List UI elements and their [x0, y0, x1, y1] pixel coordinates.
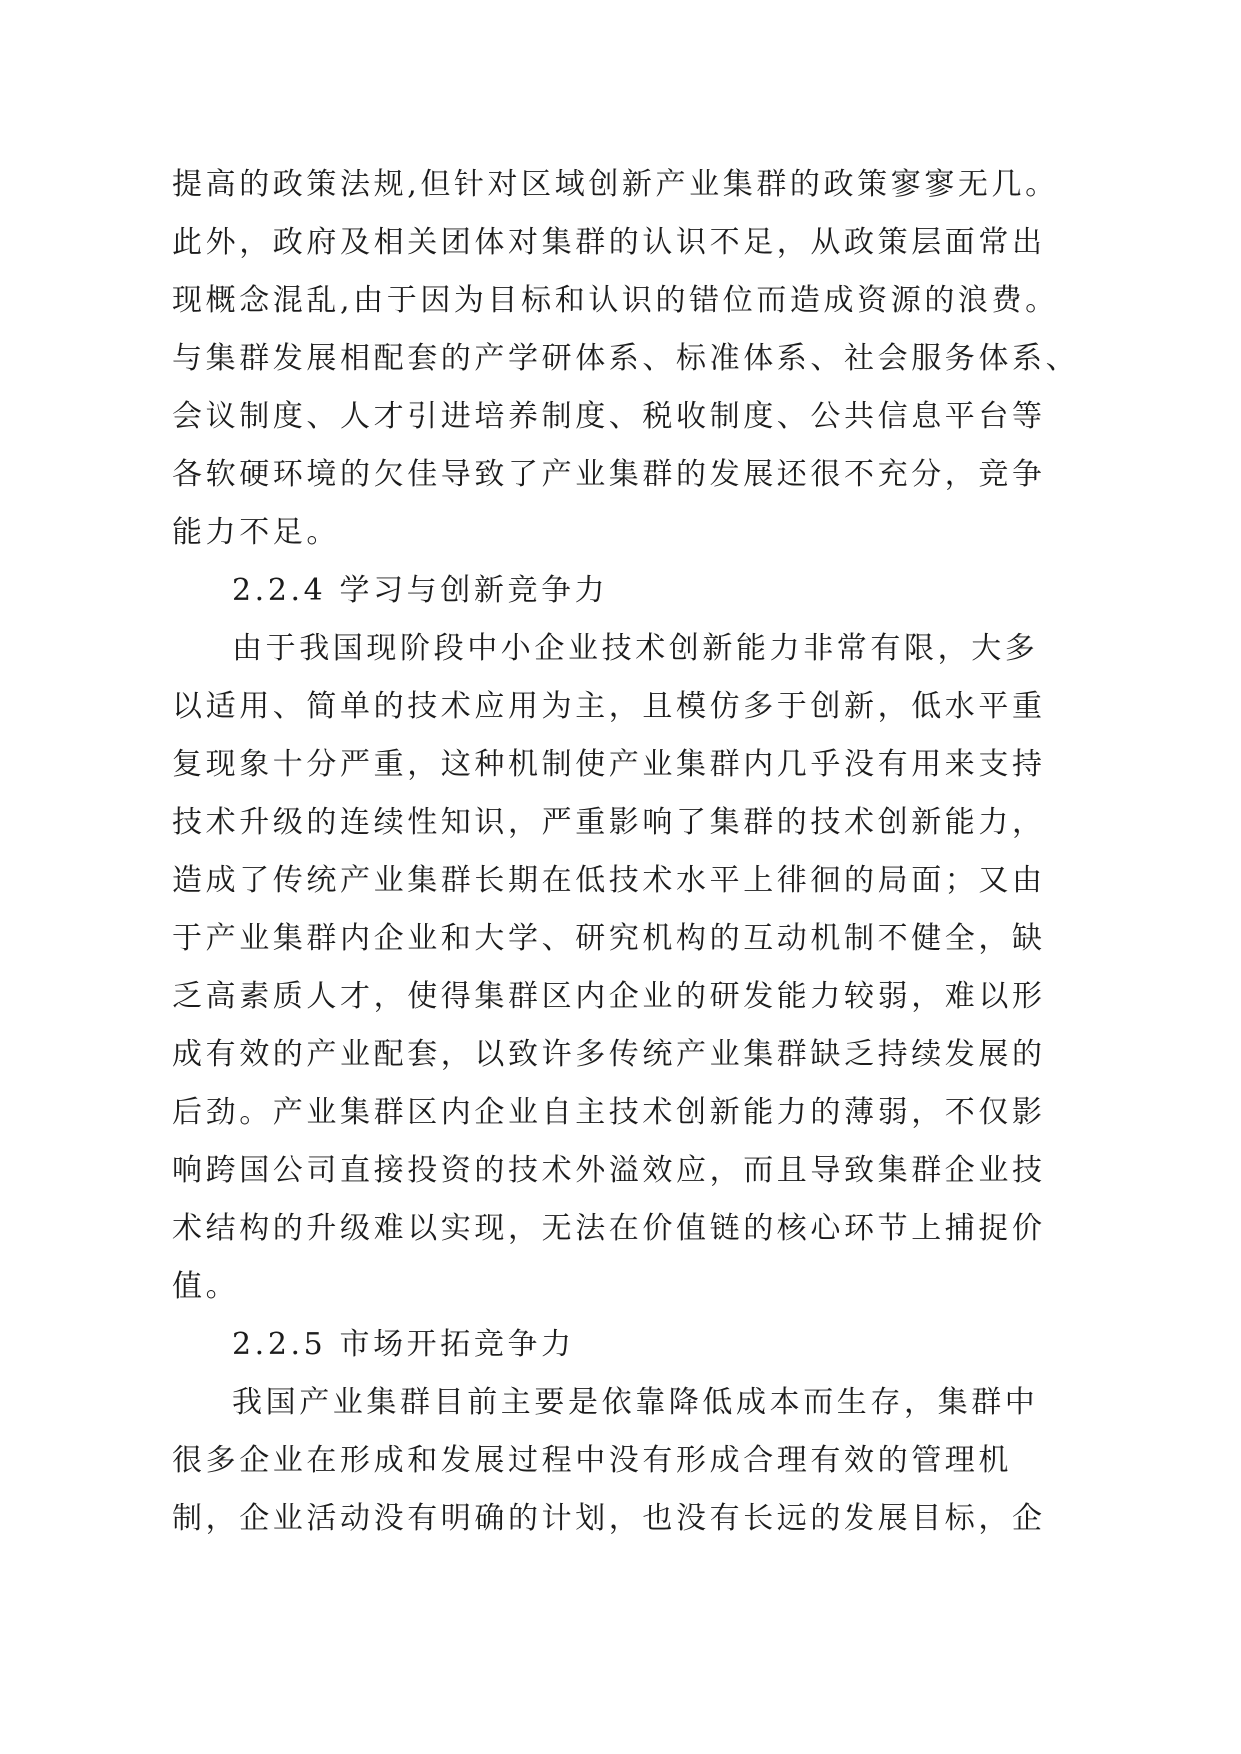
text-line: 成有效的产业配套，以致许多传统产业集群缺乏持续发展的: [172, 1037, 1046, 1072]
text-line: 各软硬环境的欠佳导致了产业集群的发展还很不充分，竞争: [172, 457, 1046, 492]
text-line: 于产业集群内企业和大学、研究机构的互动机制不健全，缺: [172, 921, 1046, 956]
text-line: 制，企业活动没有明确的计划，也没有长远的发展目标，企: [172, 1501, 1046, 1536]
text-line: 值。: [172, 1269, 240, 1304]
text-line: 复现象十分严重，这种机制使产业集群内几乎没有用来支持: [172, 747, 1046, 782]
text-line: 技术升级的连续性知识，严重影响了集群的技术创新能力，: [172, 805, 1046, 840]
section-heading-2-2-5: 2.2.5 市场开拓竞争力: [232, 1327, 575, 1362]
paragraph-policy-environment: [172, 156, 1241, 562]
text-line: 后劲。产业集群区内企业自主技术创新能力的薄弱，不仅影: [172, 1095, 1046, 1130]
paragraph-market-expansion: [172, 1374, 1241, 1548]
text-line: 提高的政策法规,但针对区域创新产业集群的政策寥寥无几。: [172, 167, 1059, 202]
text-line: 术结构的升级难以实现，无法在价值链的核心环节上捕捉价: [172, 1211, 1046, 1246]
text-line: 会议制度、人才引进培养制度、税收制度、公共信息平台等: [172, 399, 1046, 434]
text-line: 现概念混乱,由于因为目标和认识的错位而造成资源的浪费。: [172, 283, 1059, 318]
text-line: 乏高素质人才，使得集群区内企业的研发能力较弱，难以形: [172, 979, 1046, 1014]
text-line: 由于我国现阶段中小企业技术创新能力非常有限，大多: [232, 631, 1039, 666]
text-line: 很多企业在形成和发展过程中没有形成合理有效的管理机: [172, 1443, 1012, 1478]
text-line: 此外，政府及相关团体对集群的认识不足，从政策层面常出: [172, 225, 1046, 260]
section-heading-2-2-4: 2.2.4 学习与创新竞争力: [232, 573, 609, 608]
text-line: 造成了传统产业集群长期在低技术水平上徘徊的局面；又由: [172, 863, 1046, 898]
paragraph-learning-innovation: [172, 620, 1241, 1316]
text-line: 以适用、简单的技术应用为主，且模仿多于创新，低水平重: [172, 689, 1046, 724]
text-line: 我国产业集群目前主要是依靠降低成本而生存，集群中: [232, 1385, 1039, 1420]
text-line: 能力不足。: [172, 515, 340, 550]
text-line: 与集群发展相配套的产学研体系、标准体系、社会服务体系、: [172, 341, 1080, 376]
text-line: 响跨国公司直接投资的技术外溢效应，而且导致集群企业技: [172, 1153, 1046, 1188]
